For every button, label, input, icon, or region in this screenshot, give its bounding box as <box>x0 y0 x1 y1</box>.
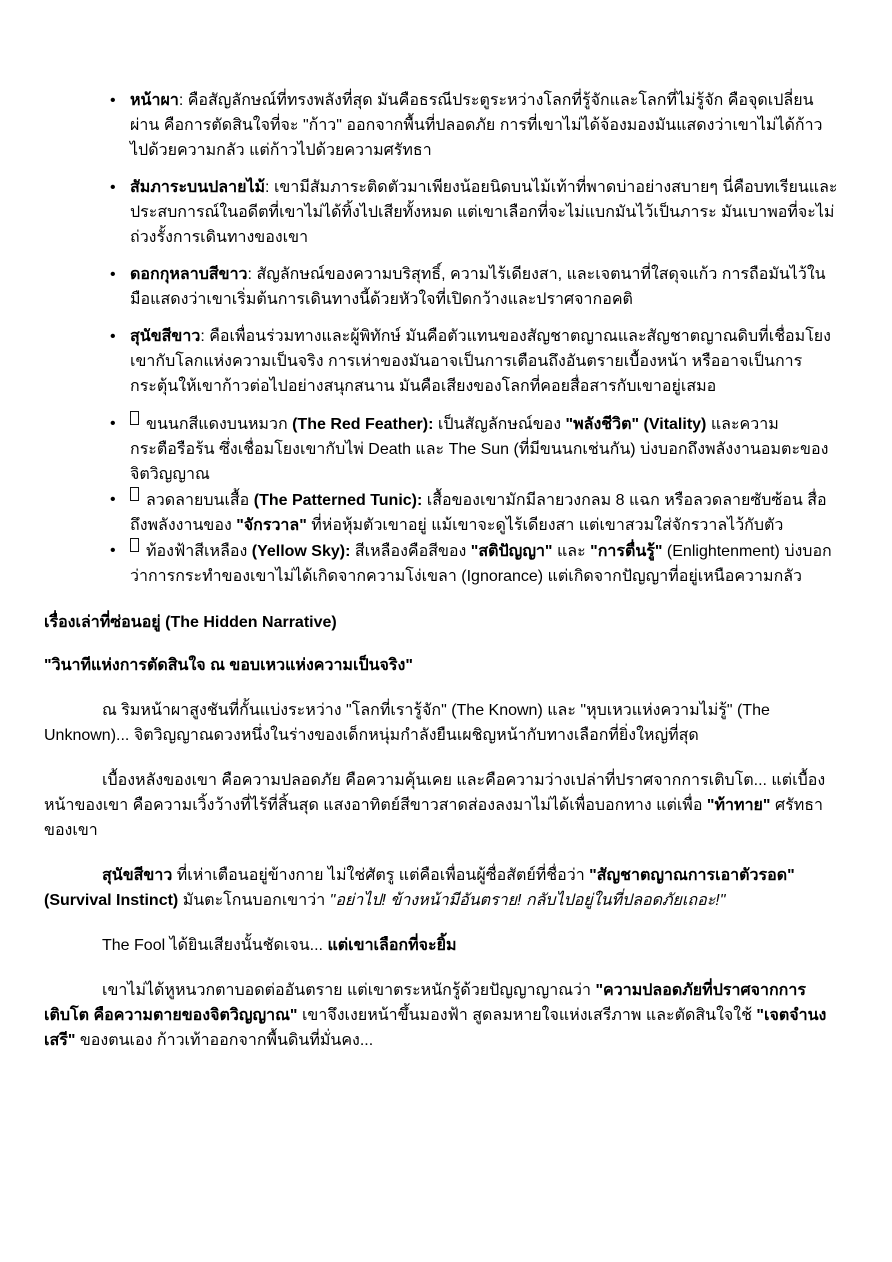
symbol-bullet-item <box>130 411 838 487</box>
text-segment: ดอกกุหลาบสีขาว <box>130 266 248 283</box>
text-segment: (Yellow Sky): <box>251 543 351 560</box>
narrative-paragraph <box>44 768 838 843</box>
text-segment: ที่ห่อหุ้มตัวเขาอยู่ แม้เขาจะดูไร้เดียงสา แต่เขาสวมใส่จักรวาลไว้กับตัว <box>306 517 784 534</box>
text-segment: สุนัขสีขาว <box>130 328 201 345</box>
text-segment: มันตะโกนบอกเขาว่า <box>178 892 330 909</box>
text-segment: เบื้องหลังของเขา คือความปลอดภัย คือความคุ้นเคย และคือความว่างเปล่าที่ปราศจากการเติบโต... แต่เบื้องหน้าของเขา คือความเวิ้งว้างที่ไร้ที่สิ้นสุด แสงอาทิตย์สีขาวสาดส่องลงมาไม่ได้เพื่อบอกทาง แต่เพื่อ <box>44 772 826 814</box>
text-segment: (The Red Feather): <box>292 416 434 433</box>
narrative-paragraph <box>44 863 838 913</box>
text-segment: หน้าผา <box>130 92 179 109</box>
text-segment: เขาไม่ได้หูหนวกตาบอดต่ออันตราย แต่เขาตระหนักรู้ด้วยปัญญาญาณว่า <box>102 982 596 999</box>
symbol-bullet-item <box>130 88 838 163</box>
text-segment: แต่เขาเลือกที่จะยิ้ม <box>327 937 457 954</box>
text-segment: "จักรวาล" <box>236 517 307 534</box>
text-segment: ของตนเอง ก้าวเท้าออกจากพื้นดินที่มั่นคง... <box>75 1032 374 1049</box>
missing-glyph-icon <box>130 487 139 501</box>
text-segment: และความกระตือรือร้น ซึ่งเชื่อมโยงเขากับไพ่ Death และ The Sun (ที่มีขนนกเช่นกัน) บ่งบอกถึงพลังงานอมตะของจิตวิญญาณ <box>130 416 829 483</box>
text-segment: (Enlightenment) บ่งบอกว่าการกระทำของเขาไม่ได้เกิดจากความโง่เขลา (Ignorance) แต่เกิดจากปัญญาที่อยู่เหนือความกลัว <box>130 543 832 585</box>
text-segment: "สติปัญญา" <box>470 543 553 560</box>
text-segment: "พลังชีวิต" (Vitality) <box>565 416 707 433</box>
text-segment: สัมภาระบนปลายไม้ <box>130 179 266 196</box>
text-segment: "สัญชาตญาณการเอาตัวรอด" (Survival Instinct) <box>44 867 795 909</box>
text-segment: ศรัทธาของเขา <box>44 797 824 839</box>
symbol-bullet-item <box>130 324 838 399</box>
symbol-bullet-item <box>130 487 838 538</box>
text-segment: "การตื่นรู้" <box>590 543 663 560</box>
text-segment: สีเหลืองคือสีของ <box>350 543 471 560</box>
symbol-bullet-item <box>130 538 838 589</box>
section-heading: เรื่องเล่าที่ซ่อนอยู่ (The Hidden Narrative) <box>44 614 337 631</box>
text-segment: เขาจึงเงยหน้าขึ้นมองฟ้า สูดลมหายใจแห่งเสรีภาพ และตัดสินใจใช้ <box>297 1007 757 1024</box>
text-segment: และ <box>552 543 591 560</box>
symbolism-bullet-list-continued <box>44 411 838 589</box>
text-segment: สุนัขสีขาว <box>102 867 173 884</box>
text-segment: The Fool ได้ยินเสียงนั้นชัดเจน... <box>102 937 328 954</box>
missing-glyph-icon <box>130 411 139 425</box>
text-segment: ท้องฟ้าสีเหลือง <box>146 543 252 560</box>
narrative-paragraph <box>44 698 838 748</box>
text-segment: เสื้อของเขามักมีลายวงกลม 8 แฉก หรือลวดลายซับซ้อน สื่อถึงพลังงานของ <box>130 492 827 534</box>
text-segment: : คือสัญลักษณ์ที่ทรงพลังที่สุด มันคือธรณีประตูระหว่างโลกที่รู้จักและโลกที่ไม่รู้จัก คือจุดเปลี่ยนผ่าน คือการตัดสินใจที่จะ "ก้าว" ออกจากพื้นที่ปลอดภัย การที่เขาไม่ได้จ้องมองมันแสดงว่าเขาไม่ได้ก้าวไปด้วยความกลัว แต่ก้าวไปด้วยความศรัทธา <box>130 92 823 159</box>
narrative-paragraph <box>44 933 838 958</box>
text-segment: ลวดลายบนเสื้อ <box>146 492 254 509</box>
text-segment: ณ ริมหน้าผาสูงชันที่กั้นแบ่งระหว่าง "โลกที่เรารู้จัก" (The Known) และ "หุบเหวแห่งความไม่รู้" (The Unknown)... จิตวิญญาณดวงหนึ่งในร่างของเด็กหนุ่มกำลังยืนเผชิญหน้ากับทางเลือกที่ยิ่งใหญ่ที่สุด <box>44 702 770 744</box>
symbolism-bullet-list <box>44 88 838 399</box>
text-segment: "อย่าไป! ข้างหน้ามีอันตราย! กลับไปอยู่ในที่ปลอดภัยเถอะ!" <box>329 892 726 909</box>
symbol-bullet-item <box>130 175 838 250</box>
text-segment: ที่เห่าเตือนอยู่ข้างกาย ไม่ใช่ศัตรู แต่คือเพื่อนผู้ซื่อสัตย์ที่ชื่อว่า <box>172 867 590 884</box>
text-segment: "เจตจำนงเสรี" <box>44 1007 827 1049</box>
story-title-heading: "วินาทีแห่งการตัดสินใจ ณ ขอบเหวแห่งความเป็นจริง" <box>44 657 413 674</box>
text-segment: : เขามีสัมภาระติดตัวมาเพียงน้อยนิดบนไม้เท้าที่พาดบ่าอย่างสบายๆ นี่คือบทเรียนและประสบการณ์ในอดีตที่เขาไม่ได้ทิ้งไปเสียทั้งหมด แต่เขาเลือกที่จะไม่แบกมันไว้เป็นภาระ มันเบาพอที่จะไม่ถ่วงรั้งการเดินทางของเขา <box>130 179 838 246</box>
text-segment: "ท้าทาย" <box>706 797 771 814</box>
text-segment: ขนนกสีแดงบนหมวก <box>146 416 293 433</box>
narrative-paragraph <box>44 978 838 1053</box>
narrative-paragraphs <box>44 698 838 1053</box>
text-segment: "ความปลอดภัยที่ปราศจากการเติบโต คือความตายของจิตวิญญาณ" <box>44 982 806 1024</box>
text-segment: : คือเพื่อนร่วมทางและผู้พิทักษ์ มันคือตัวแทนของสัญชาตญาณและสัญชาตญาณดิบที่เชื่อมโยงเขากับโลกแห่งความเป็นจริง การเห่าของมันอาจเป็นการเตือนถึงอันตรายเบื้องหน้า หรืออาจเป็นการกระตุ้นให้เขาก้าวต่อไปอย่างสนุกสนาน มันคือเสียงของโลกที่คอยสื่อสารกับเขาอยู่เสมอ <box>130 328 831 395</box>
text-segment: : สัญลักษณ์ของความบริสุทธิ์, ความไร้เดียงสา, และเจตนาที่ใสดุจแก้ว การถือมันไว้ในมือแสดงว่าเขาเริ่มต้นการเดินทางนี้ด้วยหัวใจที่เปิดกว้างและปราศจากอคติ <box>130 266 826 308</box>
symbol-bullet-item <box>130 262 838 312</box>
text-segment: เป็นสัญลักษณ์ของ <box>433 416 566 433</box>
text-segment: (The Patterned Tunic): <box>253 492 423 509</box>
missing-glyph-icon <box>130 538 139 552</box>
